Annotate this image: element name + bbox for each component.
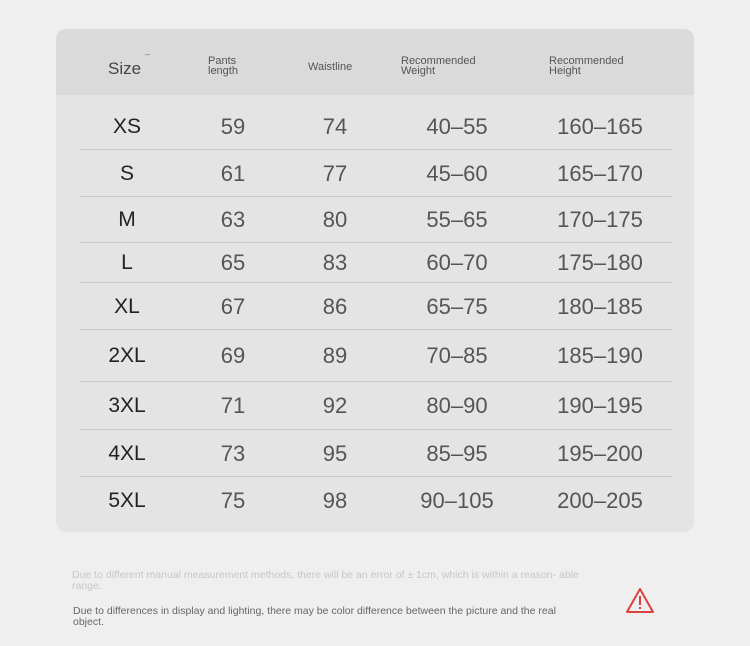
size-cell: 5XL xyxy=(108,489,146,512)
waistline-cell: 92 xyxy=(322,393,348,418)
pants-length-cell: 73 xyxy=(220,440,246,466)
height-cell: 195–200 xyxy=(557,440,643,466)
waistline-cell: 86 xyxy=(322,293,348,319)
pants-length-cell: 61 xyxy=(220,160,246,186)
header-pants-length-line1: Pants xyxy=(208,55,237,67)
table-row xyxy=(80,197,672,243)
table-row xyxy=(80,330,672,382)
weight-cell: 85–95 xyxy=(426,440,488,466)
header-size-mark: – xyxy=(145,49,151,59)
weight-cell: 70–85 xyxy=(426,343,488,368)
size-cell: XS xyxy=(112,114,142,138)
height-cell: 180–185 xyxy=(557,293,643,319)
height-cell: 160–165 xyxy=(557,113,643,139)
height-cell: 190–195 xyxy=(557,393,643,418)
weight-cell: 65–75 xyxy=(426,293,488,319)
size-chart-table xyxy=(56,29,694,532)
warning-triangle-icon xyxy=(625,587,655,614)
table-row xyxy=(80,103,672,150)
header-recommended-height xyxy=(549,56,624,76)
pants-length-cell: 71 xyxy=(220,393,246,418)
table-row xyxy=(80,477,672,525)
pants-length-cell: 67 xyxy=(220,293,246,319)
size-cell: L xyxy=(121,251,133,274)
color-difference-note: Due to differences in display and lighting, there may be color difference between the picture and the real object. xyxy=(73,605,556,628)
waistline-cell: 74 xyxy=(322,113,348,139)
table-row xyxy=(80,150,672,197)
header-weight-line1: Recommended xyxy=(401,55,476,67)
table-header xyxy=(56,29,694,95)
size-cell: 2XL xyxy=(108,344,146,367)
height-cell: 185–190 xyxy=(557,343,643,368)
table-row xyxy=(80,382,672,430)
height-cell: 165–170 xyxy=(557,160,643,186)
height-cell: 200–205 xyxy=(557,488,643,513)
waistline-cell: 98 xyxy=(322,488,348,513)
weight-cell: 45–60 xyxy=(426,160,488,186)
header-weight-line2: Weight xyxy=(401,65,436,77)
table-row xyxy=(80,283,672,330)
weight-cell: 80–90 xyxy=(426,393,488,418)
header-height-line1: Recommended xyxy=(549,55,624,67)
header-height-line2: Height xyxy=(549,65,581,77)
header-recommended-weight xyxy=(401,56,476,76)
size-cell: 3XL xyxy=(108,394,146,417)
waistline-cell: 95 xyxy=(322,440,348,466)
measurement-note: Due to different manual measurement methods, there will be an error of ± 1cm, which is within a reason- able range. xyxy=(72,569,579,592)
weight-cell: 60–70 xyxy=(426,250,488,275)
weight-cell: 40–55 xyxy=(426,113,488,139)
table-row xyxy=(80,243,672,283)
header-waistline: Waistline xyxy=(308,61,353,73)
weight-cell: 55–65 xyxy=(426,207,488,232)
weight-cell: 90–105 xyxy=(420,488,494,513)
pants-length-cell: 65 xyxy=(220,250,246,275)
size-cell: S xyxy=(119,161,135,185)
waistline-cell: 83 xyxy=(322,250,348,275)
waistline-cell: 77 xyxy=(322,160,348,186)
header-pants-length xyxy=(208,56,238,76)
pants-length-cell: 75 xyxy=(220,488,246,513)
table-row xyxy=(80,430,672,477)
size-cell: XL xyxy=(114,294,140,318)
header-pants-length-line2: length xyxy=(208,65,238,77)
waistline-cell: 89 xyxy=(322,343,348,368)
size-cell: 4XL xyxy=(108,441,146,465)
pants-length-cell: 63 xyxy=(220,207,246,232)
pants-length-cell: 69 xyxy=(220,343,246,368)
pants-length-cell: 59 xyxy=(220,113,246,139)
header-size: Size xyxy=(108,59,142,78)
waistline-cell: 80 xyxy=(322,207,348,232)
height-cell: 175–180 xyxy=(557,250,643,275)
height-cell: 170–175 xyxy=(557,207,643,232)
size-cell: M xyxy=(118,208,136,231)
